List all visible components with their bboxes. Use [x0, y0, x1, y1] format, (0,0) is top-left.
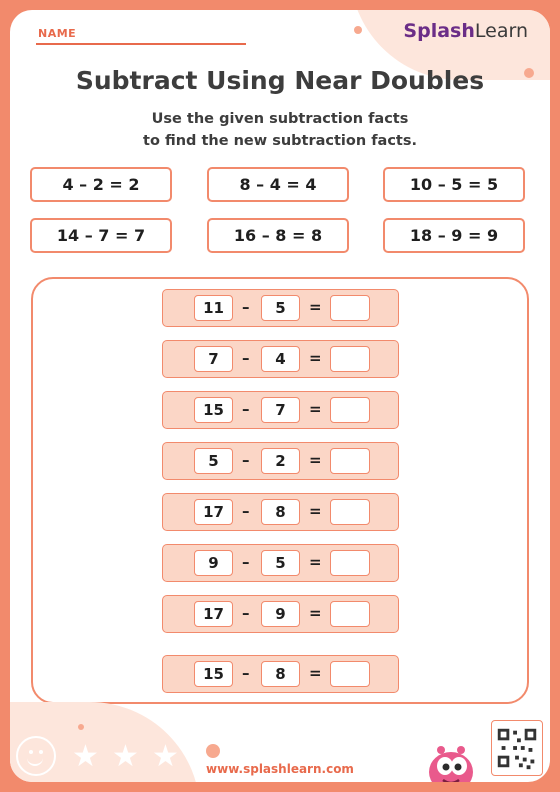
- problem-row: [162, 391, 399, 429]
- minus-sign: –: [242, 349, 250, 367]
- subtrahend-box: 7: [261, 397, 300, 423]
- worksheet-page: [10, 10, 550, 782]
- minus-sign: –: [242, 502, 250, 520]
- decorative-dot: [206, 744, 220, 758]
- name-label: NAME: [38, 27, 77, 40]
- problem-row: [162, 655, 399, 693]
- minuend-box: 17: [194, 601, 233, 627]
- fact-card: 10 – 5 = 5: [383, 167, 525, 202]
- name-field[interactable]: [36, 43, 246, 45]
- equals-sign: =: [309, 298, 322, 316]
- problem-row: [162, 595, 399, 633]
- fact-card: 18 – 9 = 9: [383, 218, 525, 253]
- subtrahend-box: 9: [261, 601, 300, 627]
- monster-mascot-icon: [423, 738, 479, 782]
- star-icon: ★: [112, 739, 139, 774]
- answer-box[interactable]: [330, 499, 370, 525]
- problem-row: [162, 493, 399, 531]
- website-url: www.splashlearn.com: [206, 762, 354, 776]
- answer-box[interactable]: [330, 448, 370, 474]
- subtrahend-box: 8: [261, 499, 300, 525]
- fact-card: 4 – 2 = 2: [30, 167, 172, 202]
- instruction-line: Use the given subtraction facts: [151, 111, 409, 127]
- fact-card: 14 – 7 = 7: [30, 218, 172, 253]
- minuend-box: 15: [194, 661, 233, 687]
- problem-row: [162, 544, 399, 582]
- answer-box[interactable]: [330, 295, 370, 321]
- minuend-box: 5: [194, 448, 233, 474]
- minuend-box: 9: [194, 550, 233, 576]
- subtrahend-box: 8: [261, 661, 300, 687]
- minus-sign: –: [242, 400, 250, 418]
- instructions: [10, 108, 550, 152]
- star-icon: ★: [72, 739, 99, 774]
- answer-box[interactable]: [330, 550, 370, 576]
- subtrahend-box: 5: [261, 550, 300, 576]
- minuend-box: 7: [194, 346, 233, 372]
- equals-sign: =: [309, 451, 322, 469]
- instruction-line: to find the new subtraction facts.: [143, 133, 417, 149]
- minus-sign: –: [242, 604, 250, 622]
- decorative-dot: [354, 26, 362, 34]
- subtrahend-box: 5: [261, 295, 300, 321]
- equals-sign: =: [309, 553, 322, 571]
- subtrahend-box: 4: [261, 346, 300, 372]
- equals-sign: =: [309, 349, 322, 367]
- equals-sign: =: [309, 502, 322, 520]
- problem-row: [162, 340, 399, 378]
- equals-sign: =: [309, 664, 322, 682]
- decorative-dot: [78, 724, 84, 730]
- equals-sign: =: [309, 604, 322, 622]
- answer-box[interactable]: [330, 601, 370, 627]
- equals-sign: =: [309, 400, 322, 418]
- minus-sign: –: [242, 664, 250, 682]
- brand-logo: SplashLearn: [403, 20, 528, 42]
- fact-card: 16 – 8 = 8: [207, 218, 349, 253]
- minus-sign: –: [242, 451, 250, 469]
- page-title: Subtract Using Near Doubles: [75, 66, 485, 95]
- minuend-box: 17: [194, 499, 233, 525]
- problem-row: [162, 289, 399, 327]
- subtrahend-box: 2: [261, 448, 300, 474]
- answer-box[interactable]: [330, 661, 370, 687]
- answer-box[interactable]: [330, 397, 370, 423]
- fact-card: 8 – 4 = 4: [207, 167, 349, 202]
- minuend-box: 15: [194, 397, 233, 423]
- problem-row: [162, 442, 399, 480]
- star-icon: ★: [152, 739, 179, 774]
- minuend-box: 11: [194, 295, 233, 321]
- minus-sign: –: [242, 298, 250, 316]
- qr-code-icon: [491, 720, 543, 776]
- answer-box[interactable]: [330, 346, 370, 372]
- minus-sign: –: [242, 553, 250, 571]
